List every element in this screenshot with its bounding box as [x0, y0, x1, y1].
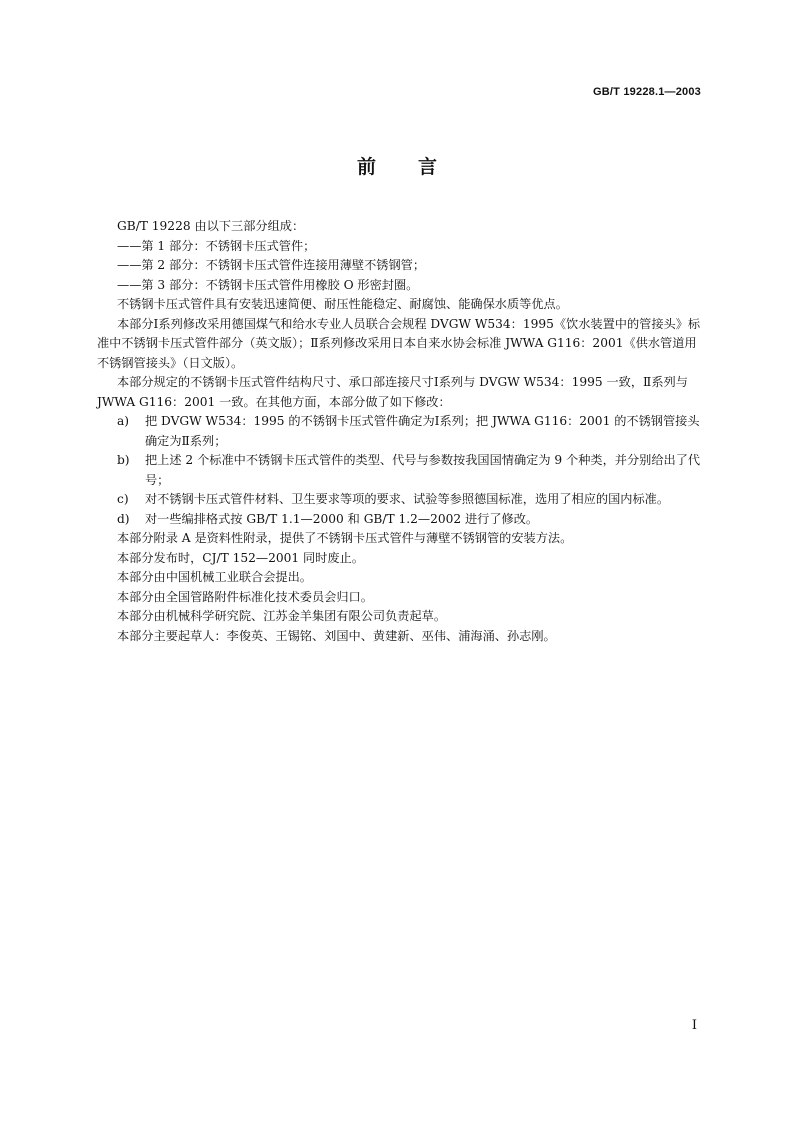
adoption-paragraph: 本部分Ⅰ系列修改采用德国煤气和给水专业人员联合会规程 DVGW W534：1995《饮水装置中的管接头》标准中不锈钢卡压式管件部分（英文版）；Ⅱ系列修改采用日本自来水协会标准 JWWA G116：2001《供水管道用不锈钢管接头》（日文版）。 [97, 316, 701, 370]
foreword-body [97, 217, 705, 646]
title-char-1: 前 [356, 156, 376, 178]
part-1-item: ——第 1 部分：不锈钢卡压式管件； [117, 238, 316, 253]
change-mark-b: b) [117, 453, 130, 467]
page-number: I [691, 1018, 697, 1033]
title-char-2: 言 [418, 156, 438, 178]
page-title [0, 152, 794, 179]
change-mark-c: c) [117, 492, 129, 506]
standard-number: GB/T 19228.1—2003 [593, 86, 701, 98]
change-mark-d: d) [117, 511, 130, 526]
drafting-org-paragraph: 本部分由机械科学研究院、江苏金羊集团有限公司负责起草。 [117, 609, 447, 623]
change-text-b: 把上述 2 个标准中不锈钢卡压式管件的类型、代号与参数按我国国情确定为 9 个种类，并分别给出了代号； [145, 453, 701, 487]
intro-paragraph: GB/T 19228 由以下三部分组成： [117, 219, 305, 233]
consistency-paragraph: 本部分规定的不锈钢卡压式管件结构尺寸、承口部连接尺寸Ⅰ系列与 DVGW W534：1995 一致，Ⅱ系列与 JWWA G116：2001 一致。在其他方面，本部分做了如下修改： [97, 375, 688, 409]
advantages-paragraph: 不锈钢卡压式管件具有安装迅速简便、耐压性能稳定、耐腐蚀、能确保水质等优点。 [117, 297, 568, 311]
change-mark-a: a) [117, 414, 130, 428]
proposed-by-paragraph: 本部分由中国机械工业联合会提出。 [117, 570, 312, 584]
drafters-paragraph: 本部分主要起草人：李俊英、王锡铭、刘国中、黄建新、巫伟、浦海涌、孙志刚。 [117, 628, 556, 643]
replacement-paragraph: 本部分发布时，CJ/T 152—2001 同时废止。 [117, 550, 364, 565]
appendix-paragraph: 本部分附录 A 是资料性附录，提供了不锈钢卡压式管件与薄壁不锈钢管的安装方法。 [117, 531, 573, 545]
change-text-a: 把 DVGW W534：1995 的不锈钢卡压式管件确定为Ⅰ系列；把 JWWA G116：2001 的不锈钢管接头确定为Ⅱ系列； [145, 414, 700, 448]
change-item-c [117, 490, 705, 510]
change-item-d [117, 510, 705, 530]
change-item-b [117, 451, 705, 490]
centralized-by-paragraph: 本部分由全国管路附件标准化技术委员会归口。 [117, 589, 373, 604]
part-2-item: ——第 2 部分：不锈钢卡压式管件连接用薄壁不锈钢管； [117, 258, 426, 272]
change-item-a [117, 412, 705, 451]
change-text-d: 对一些编排格式按 GB/T 1.1—2000 和 GB/T 1.2—2002 进行了修改。 [145, 511, 539, 526]
part-3-item: ——第 3 部分：不锈钢卡压式管件用橡胶 O 形密封圈。 [117, 277, 419, 292]
change-text-c: 对不锈钢卡压式管件材料、卫生要求等项的要求、试验等参照德国标准，选用了相应的国内标准。 [145, 492, 670, 506]
